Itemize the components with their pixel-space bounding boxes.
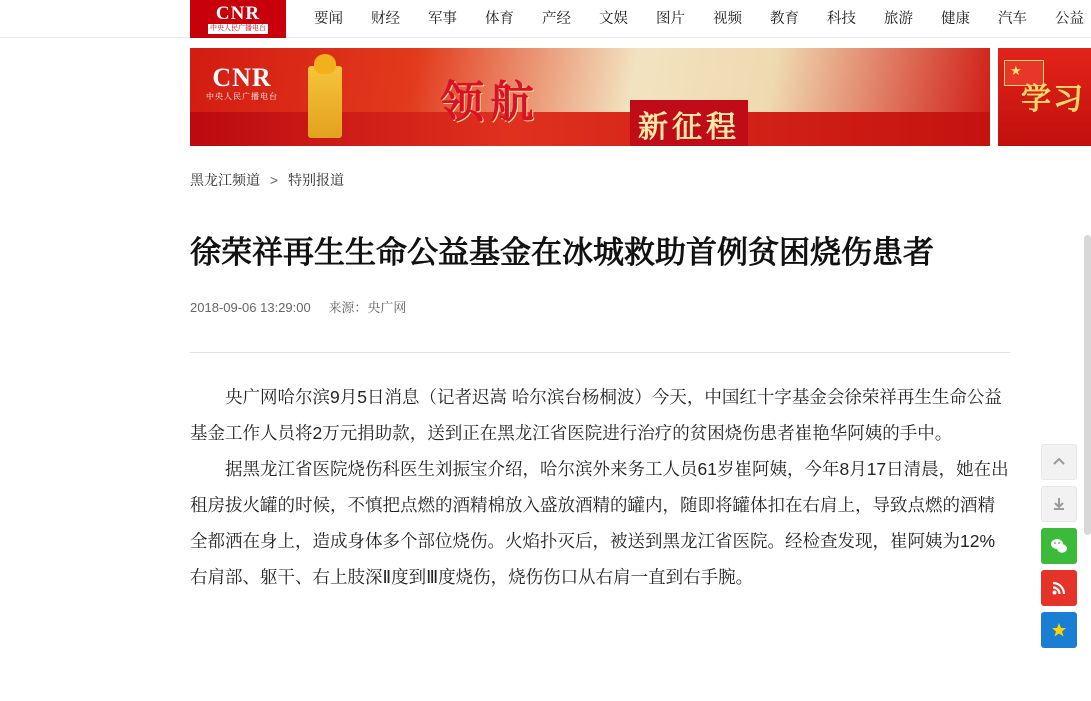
article-paragraph: 据黑龙江省医院烧伤科医生刘振宝介绍，哈尔滨外来务工人员61岁崔阿姨，今年8月17日清晨，她在出租房拔火罐的时候，不慎把点燃的酒精棉放入盛放酒精的罐内，随即将罐体扣在右肩上，导致点燃的酒精全都洒在身上，造成身体多个部位烧伤。火焰扑灭后，被送到黑龙江省医院。经检查发现，崔阿姨为12%右肩部、躯干、右上肢深Ⅱ度到Ⅲ度烧伤，烧伤伤口从右肩一直到右手腕。 [190, 459, 1009, 587]
star-icon [1050, 621, 1068, 639]
banner-logo-sub: 中央人民广播电台 [206, 92, 278, 101]
nav-item-chanjing[interactable]: 产经 [542, 10, 571, 27]
rss-share-button[interactable] [1041, 570, 1077, 606]
nav-item-shipin[interactable]: 视频 [713, 10, 742, 27]
download-button[interactable] [1041, 486, 1077, 522]
nav-item-tiyu[interactable]: 体育 [485, 10, 514, 27]
divider [190, 352, 1010, 353]
page-scrollbar[interactable] [1084, 235, 1091, 535]
banner-subtitle: 新征程 [630, 100, 748, 146]
article-source: 来源：央广网 [328, 300, 407, 315]
article-paragraph: 央广网哈尔滨9月5日消息（记者迟嵩 哈尔滨台杨桐波）今天，中国红十字基金会徐荣祥再生生命公益基金工作人员将2万元捐助款，送到正在黑龙江省医院进行治疗的贫困烧伤患者崔艳华阿姨的手中。 [190, 387, 1002, 443]
rss-icon [1050, 579, 1068, 597]
promo-banner-side[interactable] [998, 48, 1091, 146]
nav-item-qiche[interactable]: 汽车 [998, 10, 1027, 27]
nav-item-jiaoyu[interactable]: 教育 [770, 10, 799, 27]
top-navigation-bar [0, 0, 1091, 38]
download-icon [1051, 496, 1067, 512]
star-icon: ★ [1010, 63, 1022, 78]
banner-title: 领航 [440, 78, 540, 127]
torch-icon [308, 66, 342, 138]
breadcrumb-channel[interactable]: 黑龙江频道 [190, 172, 260, 188]
article-meta [190, 297, 1010, 316]
banner-logo-main: CNR [212, 63, 272, 92]
cnr-logo-sub: 中央人民广播电台 [210, 25, 266, 32]
page-title: 徐荣祥再生生命公益基金在冰城救助首例贫困烧伤患者 [190, 235, 934, 270]
nav-item-caijing[interactable]: 财经 [371, 10, 400, 27]
chevron-up-icon [1051, 454, 1067, 470]
breadcrumb-section[interactable]: 特别报道 [287, 172, 344, 188]
breadcrumb [190, 170, 1010, 208]
share-toolbar [1041, 444, 1077, 648]
cnr-logo-main: CNR [215, 3, 261, 24]
wechat-icon [1049, 536, 1069, 556]
nav-links [300, 0, 1091, 38]
scroll-to-top-button[interactable] [1041, 444, 1077, 480]
article-content [190, 146, 1010, 595]
nav-item-junshi[interactable]: 军事 [428, 10, 457, 27]
nav-item-gongyi[interactable]: 公益 [1055, 10, 1084, 27]
nav-item-lvyou[interactable]: 旅游 [884, 10, 913, 27]
breadcrumb-separator: > [269, 172, 279, 188]
nav-item-jiankang[interactable]: 健康 [941, 10, 970, 27]
nav-item-keji[interactable]: 科技 [827, 10, 856, 27]
wechat-share-button[interactable] [1041, 528, 1077, 564]
nav-item-wenyu[interactable]: 文娱 [599, 10, 628, 27]
cnr-logo[interactable] [190, 0, 286, 38]
article-body [190, 379, 1010, 595]
banner-area [0, 48, 1091, 146]
nav-item-tupian[interactable]: 图片 [656, 10, 685, 27]
promo-banner[interactable] [190, 48, 990, 146]
nav-item-yaowen[interactable]: 要闻 [314, 10, 343, 27]
banner-side-text: 学习 [1021, 83, 1085, 116]
publish-time: 2018-09-06 13:29:00 [190, 300, 311, 315]
star-share-button[interactable] [1041, 612, 1077, 648]
banner-logo [206, 64, 278, 103]
